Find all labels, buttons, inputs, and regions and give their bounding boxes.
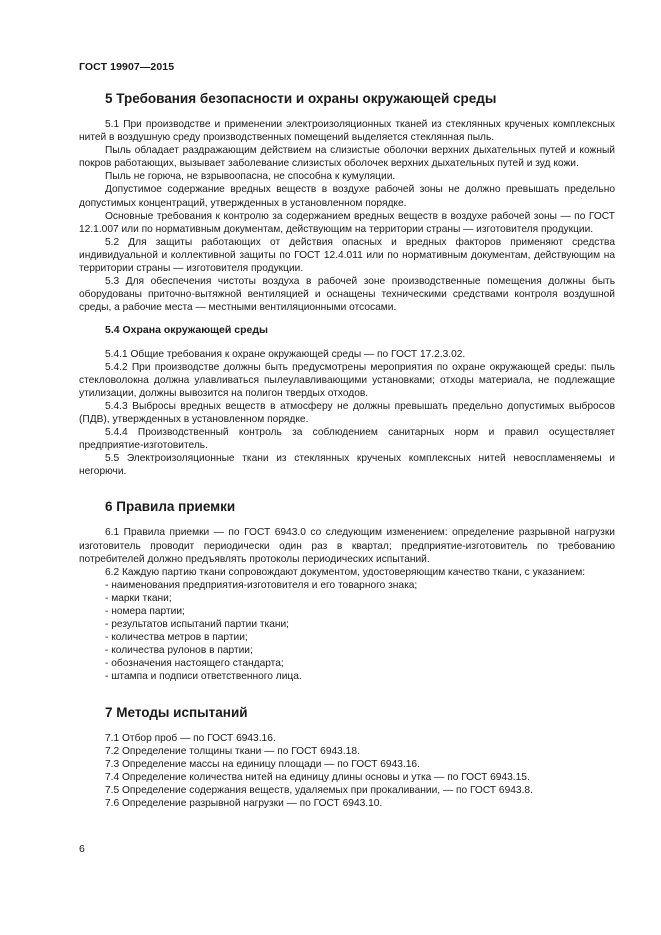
list-item: - штампа и подписи ответственного лица. — [105, 671, 302, 683]
subsection-5-4-title: 5.4 Охрана окружающей среды — [105, 324, 268, 337]
method-item: 7.6 Определение разрывной нагрузки — по ГОСТ 6943.10. — [105, 798, 383, 810]
paragraph-6-1: 6.1 Правила приемки — по ГОСТ 6943.0 со следующим изменением: определение разрывной нагрузки изготовитель проводит периодически один раз в квартал; предприятие-изготовитель по требованию потребителей должно предъявлять протоколы периодических испытаний. — [79, 527, 615, 565]
section-7-title: 7 Методы испытаний — [105, 704, 248, 720]
list-item: - обозначения настоящего стандарта; — [105, 658, 284, 670]
list-item: - количества метров в партии; — [105, 632, 248, 644]
document-body — [79, 90, 615, 810]
paragraph-5-4-3: 5.4.3 Выбросы вредных веществ в атмосферу не должны превышать предельно допустимых выбросов (ПДВ), утвержденных в установленном порядке. — [79, 400, 615, 425]
paragraph-6-2: 6.2 Каждую партию ткани сопровождают документом, удостоверяющим качество ткани, с указанием: — [105, 566, 586, 578]
document-code-header: ГОСТ 19907—2015 — [79, 61, 175, 73]
paragraph-5-4-1: 5.4.1 Общие требования к охране окружающей среды — по ГОСТ 17.2.3.02. — [105, 348, 466, 360]
paragraph-5-4-4: 5.4.4 Производственный контроль за соблюдением санитарных норм и правил осуществляет предприятие-изготовитель. — [79, 427, 615, 452]
method-item: 7.3 Определение массы на единицу площади — по ГОСТ 6943.16. — [105, 758, 420, 770]
list-item: - количества рулонов в партии; — [105, 645, 253, 657]
list-item: - результатов испытаний партии ткани; — [105, 619, 290, 631]
paragraph-5-2: 5.2 Для защиты работающих от действия опасных и вредных факторов применяют средства индивидуальной и коллективной защиты по ГОСТ 12.4.011 или по нормативным документам, действующим на территории страны — изготовителя продукции. — [79, 236, 615, 275]
paragraph-allowed-content: Допустимое содержание вредных веществ в воздухе рабочей зоны не должно превышать предельно допустимых концентраций, утвержденных в установленном порядке. — [79, 184, 615, 209]
section-5-title: 5 Требования безопасности и охраны окружающей среды — [105, 91, 497, 106]
section-6-title: 6 Правила приемки — [105, 499, 236, 515]
method-item: 7.1 Отбор проб — по ГОСТ 6943.16. — [105, 732, 276, 744]
list-item: - номера партии; — [105, 606, 185, 617]
paragraph-dust-properties: Пыль не горюча, не взрывоопасна, не способна к кумуляции. — [105, 171, 396, 183]
paragraph-dust-effect: Пыль обладает раздражающим действием на слизистые оболочки верхних дыхательных путей и кожный покров работающих, вызывает заболевание слизистых оболочек верхних дыхательных путей и зуд кожи. — [79, 145, 615, 170]
method-item: 7.2 Определение толщины ткани — по ГОСТ 6943.18. — [105, 745, 360, 757]
list-item: - наименования предприятия-изготовителя и его товарного знака; — [105, 579, 418, 591]
list-item: - марки ткани; — [105, 592, 172, 604]
method-item: 7.5 Определение содержания веществ, удаляемых при прокаливании, — по ГОСТ 6943.8. — [105, 784, 533, 796]
paragraph-5-1: 5.1 При производстве и применении электроизоляционных тканей из стеклянных крученых комплексных нитей в воздушную среду производственных помещений выделяется стеклянная пыль. — [79, 119, 615, 144]
paragraph-control-requirements: Основные требования к контролю за содержанием вредных веществ в воздухе рабочей зоны — по ГОСТ 12.1.007 или по нормативным документам, действующим на территории страны — изготовителя продукции. — [79, 210, 615, 235]
paragraph-5-5: 5.5 Электроизоляционные ткани из стеклянных крученых комплексных нитей невоспламеняемы и негорючи. — [79, 453, 615, 478]
paragraph-5-4-2: 5.4.2 При производстве должны быть предусмотрены мероприятия по охране окружающей среды: пыль стекловолокна должна улавливаться пылеулавливающими установками; отходы материала, не подлежащие утилизации, должны вывозится на полигон твердых отходов. — [79, 361, 615, 399]
page-number: 6 — [79, 843, 85, 855]
method-item: 7.4 Определение количества нитей на единицу длины основы и утка — по ГОСТ 6943.15. — [105, 771, 530, 783]
paragraph-5-3: 5.3 Для обеспечения чистоты воздуха в рабочей зоне производственные помещения должны быть оборудованы приточно-вытяжной вентиляцией и оснащены техническими средствами контроля воздушной среды, а рабочие места — местными вентиляционными отсосами. — [79, 276, 615, 314]
